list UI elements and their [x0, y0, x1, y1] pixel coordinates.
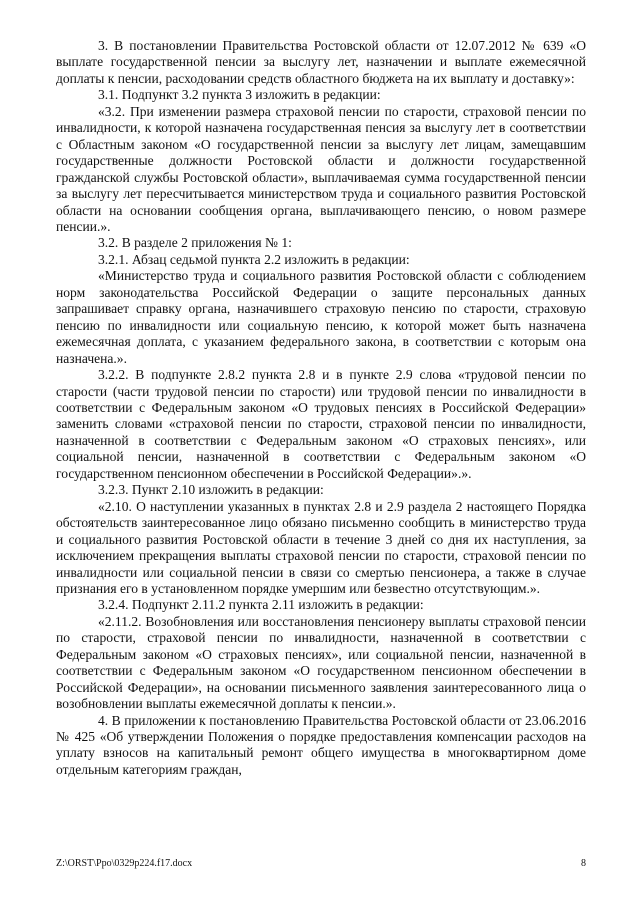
paragraph-3-1: 3.1. Подпункт 3.2 пункта 3 изложить в редакции: — [98, 87, 381, 103]
page-footer — [56, 858, 586, 870]
paragraph-item-4: 4. В приложении к постановлению Правительства Ростовской области от 23.06.2016 № 425 «Об утверждении Положения о порядке предоставления компенсации расходов на уплату взносов на капитальный ремонт общего имущества в многоквартирном доме отдельным категориям граждан, — [56, 712, 586, 777]
paragraph-item-3: 3. В постановлении Правительства Ростовской области от 12.07.2012 № 639 «О выплате государственной пенсии за выслугу лет, назначении и выплате ежемесячной доплаты к пенсии, расходовании средств областного бюджета на их выплату и доставку»: — [56, 38, 586, 86]
footer-file-path: Z:\ORST\Ppo\0329p224.f17.docx — [56, 858, 193, 869]
paragraph-3-2: 3.2. В разделе 2 приложения № 1: — [98, 235, 292, 251]
paragraph-3-2-1: 3.2.1. Абзац седьмой пункта 2.2 изложить в редакции: — [98, 251, 410, 267]
document-body — [56, 38, 586, 778]
page-number: 8 — [581, 858, 586, 869]
quote-2-11-2: «2.11.2. Возобновления или восстановления пенсионеру выплаты страховой пенсии по старости, страховой пенсии по инвалидности, назначенной в соответствии с Федеральным законом «О страховых пенсиях», или социальной пенсии, назначенной в соответствии с Федеральным законом «О государственном пенсионном обеспечении в Российской Федерации», на основании письменного заявления заинтересованного лица о возобновлении выплаты ежемесячной доплаты к пенсии.». — [56, 613, 586, 712]
quote-2-10: «2.10. О наступлении указанных в пунктах 2.8 и 2.9 раздела 2 настоящего Порядка обстоятельств заинтересованное лицо обязано письменно сообщить в министерство труда и социального развития Ростовской области в течение 3 дней со дня их наступления, за исключением прекращения выплаты страховой пенсии по старости, страховой пенсии по инвалидности или социальной пенсии в связи со смертью пенсионера, а также в случае признания его в установленном порядке умершим или безвестно отсутствующим.». — [56, 498, 586, 596]
paragraph-3-2-2: 3.2.2. В подпункте 2.8.2 пункта 2.8 и в пункте 2.9 слова «трудовой пенсии по старости (части трудовой пенсии по старости) или трудовой пенсии по инвалидности в соответствии с Федеральным законом «О трудовых пенсиях в Российской Федерации» заменить словами «страховой пенсии по старости, страховой пенсии по инвалидности, назначенной в соответствии с Федеральным законом «О страховых пенсиях», или социальной пенсии, назначенной в соответствии с Федеральным законом «О государственном пенсионном обеспечении в Российской Федерации».». — [56, 367, 586, 481]
paragraph-3-2-4: 3.2.4. Подпункт 2.11.2 пункта 2.11 изложить в редакции: — [98, 597, 424, 613]
paragraph-3-2-3: 3.2.3. Пункт 2.10 изложить в редакции: — [98, 482, 324, 498]
quote-ministry: «Министерство труда и социального развития Ростовской области с соблюдением норм законодательства Российской Федерации о защите персональных данных запрашивает справку органа, назначившего страховую пенсию по старости, страховую пенсию по инвалидности или социальную пенсию, к которой может быть назначена ежемесячная доплата, с указанием федерального закона, в соответствии с которым она назначена.». — [56, 268, 586, 366]
quote-3-2: «3.2. При изменении размера страховой пенсии по старости, страховой пенсии по инвалидности, к которой назначена государственная пенсия за выслугу лет в соответствии с Областным законом «О государственной пенсии за выслугу лет лицам, замещавшим государственные должности Ростовской области и должности государственной гражданской службы Ростовской области», выплачиваемая сумма государственной пенсии за выслугу лет пересчитывается министерством труда и социального развития Ростовской области на основании сообщения органа, выплачивающего пенсию, о новом размере пенсии.». — [56, 103, 586, 234]
